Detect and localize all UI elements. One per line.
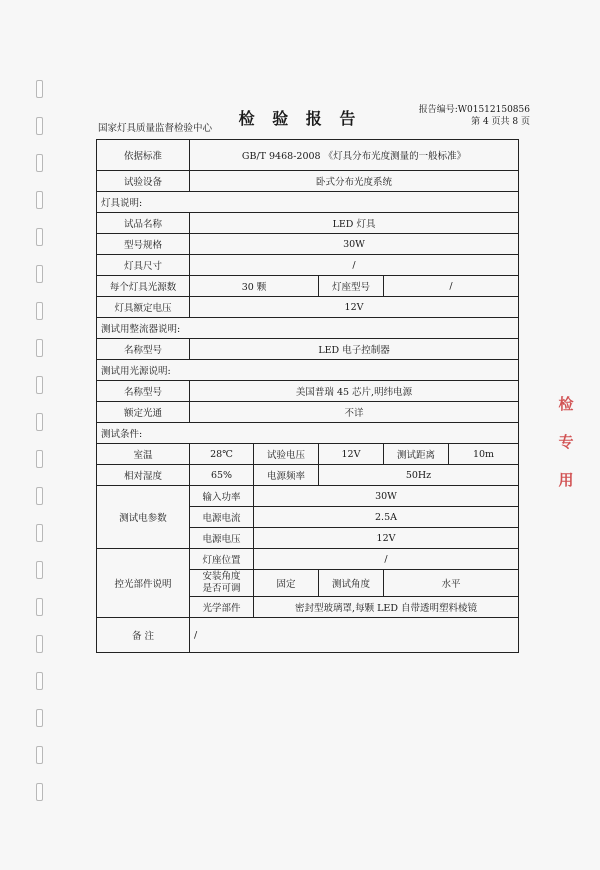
- table-label-cell: 电源电流: [190, 507, 254, 528]
- table-value-cell: 水平: [384, 570, 519, 597]
- binding-hole: [36, 524, 43, 542]
- table-row: [97, 486, 519, 507]
- table-value-cell: 固定: [254, 570, 319, 597]
- table-row: [97, 276, 519, 297]
- binding-hole: [36, 709, 43, 727]
- section-header: 测试用光源说明:: [97, 360, 519, 381]
- table-value-cell: 50Hz: [319, 465, 519, 486]
- table-value-cell: /: [384, 276, 519, 297]
- table-value-cell: 2.5A: [254, 507, 519, 528]
- table-label-cell: 试验电压: [254, 444, 319, 465]
- table-label-cell: 名称型号: [97, 339, 190, 360]
- binding-hole: [36, 487, 43, 505]
- table-value-cell: 12V: [190, 297, 519, 318]
- binding-hole: [36, 450, 43, 468]
- binding-holes: [36, 80, 44, 820]
- table-row: [97, 402, 519, 423]
- table-row: [97, 465, 519, 486]
- table-value-cell: 12V: [319, 444, 384, 465]
- red-seal-stamp: [556, 385, 576, 495]
- table-row: [97, 618, 519, 653]
- table-value-cell: 30W: [254, 486, 519, 507]
- table-row: [97, 171, 519, 192]
- binding-hole: [36, 80, 43, 98]
- section-header: 测试条件:: [97, 423, 519, 444]
- install-angle-label-line2: 是否可调: [202, 583, 241, 594]
- binding-hole: [36, 376, 43, 394]
- table-value-cell: 10m: [449, 444, 519, 465]
- table-label-cell: 灯座型号: [319, 276, 384, 297]
- stamp-char: 用: [558, 471, 574, 489]
- table-label-cell: 每个灯具光源数: [97, 276, 190, 297]
- table-label-cell: 灯具尺寸: [97, 255, 190, 276]
- table-label-cell: 测试电参数: [97, 486, 190, 549]
- report-number-block: [419, 104, 530, 128]
- table-label-cell: 型号规格: [97, 234, 190, 255]
- report-title: 检 验 报 告: [238, 109, 362, 128]
- table-row: [97, 234, 519, 255]
- binding-hole: [36, 302, 43, 320]
- stamp-char: 专: [558, 433, 574, 451]
- table-value-cell: LED 灯具: [190, 213, 519, 234]
- table-label-cell: 名称型号: [97, 381, 190, 402]
- table-value-cell: 30W: [190, 234, 519, 255]
- binding-hole: [36, 635, 43, 653]
- table-value-cell: 28℃: [190, 444, 254, 465]
- table-value-cell: 30 颗: [190, 276, 319, 297]
- table-label-cell: 室温: [97, 444, 190, 465]
- table-row: [97, 381, 519, 402]
- binding-hole: [36, 783, 43, 801]
- table-label-cell: 测试角度: [319, 570, 384, 597]
- table-label-cell: 测试距离: [384, 444, 449, 465]
- table-value-cell: LED 电子控制器: [190, 339, 519, 360]
- table-value-cell: GB/T 9468-2008 《灯具分布光度测量的一般标准》: [190, 140, 519, 171]
- binding-hole: [36, 191, 43, 209]
- table-value-cell: /: [190, 618, 519, 653]
- table-label-cell: 控光部件说明: [97, 549, 190, 618]
- table-value-cell: /: [254, 549, 519, 570]
- table-label-cell: 电源电压: [190, 528, 254, 549]
- table-value-cell: 12V: [254, 528, 519, 549]
- table-label-cell: 灯具额定电压: [97, 297, 190, 318]
- table-label-cell: 试品名称: [97, 213, 190, 234]
- table-row: [97, 423, 519, 444]
- stamp-char: 检: [558, 395, 574, 413]
- binding-hole: [36, 154, 43, 172]
- binding-hole: [36, 413, 43, 431]
- binding-hole: [36, 265, 43, 283]
- table-row: [97, 339, 519, 360]
- table-label-cell: [190, 570, 254, 597]
- report-table: [96, 139, 519, 653]
- table-label-cell: 备 注: [97, 618, 190, 653]
- table-label-cell: 电源频率: [254, 465, 319, 486]
- table-value-cell: 65%: [190, 465, 254, 486]
- table-value-cell: 卧式分布光度系统: [190, 171, 519, 192]
- table-label-cell: 光学部件: [190, 597, 254, 618]
- section-header: 测试用整流器说明:: [97, 318, 519, 339]
- table-label-cell: 额定光通: [97, 402, 190, 423]
- table-row: [97, 140, 519, 171]
- table-label-cell: 相对湿度: [97, 465, 190, 486]
- table-row: [97, 213, 519, 234]
- table-label-cell: 灯座位置: [190, 549, 254, 570]
- table-row: [97, 255, 519, 276]
- table-value-cell: 美国普瑞 45 芯片,明纬电源: [190, 381, 519, 402]
- binding-hole: [36, 746, 43, 764]
- table-label-cell: 输入功率: [190, 486, 254, 507]
- section-header: 灯具说明:: [97, 192, 519, 213]
- table-value-cell: /: [190, 255, 519, 276]
- table-row: [97, 360, 519, 381]
- table-row: [97, 297, 519, 318]
- table-value-cell: 不详: [190, 402, 519, 423]
- table-row: [97, 444, 519, 465]
- table-value-cell: 密封型玻璃罩,每颗 LED 自带透明塑料棱镜: [254, 597, 519, 618]
- install-angle-label: 安装角度: [202, 571, 241, 582]
- table-label-cell: 依据标准: [97, 140, 190, 171]
- table-row: [97, 549, 519, 570]
- binding-hole: [36, 598, 43, 616]
- binding-hole: [36, 228, 43, 246]
- table-row: [97, 192, 519, 213]
- binding-hole: [36, 561, 43, 579]
- binding-hole: [36, 339, 43, 357]
- binding-hole: [36, 672, 43, 690]
- table-row: [97, 318, 519, 339]
- table-label-cell: 试验设备: [97, 171, 190, 192]
- page-indicator: 第 4 页共 8 页: [471, 117, 530, 127]
- report-number: 报告编号:W01512150856: [418, 105, 530, 115]
- issuing-organization: 国家灯具质量监督检验中心: [98, 123, 213, 134]
